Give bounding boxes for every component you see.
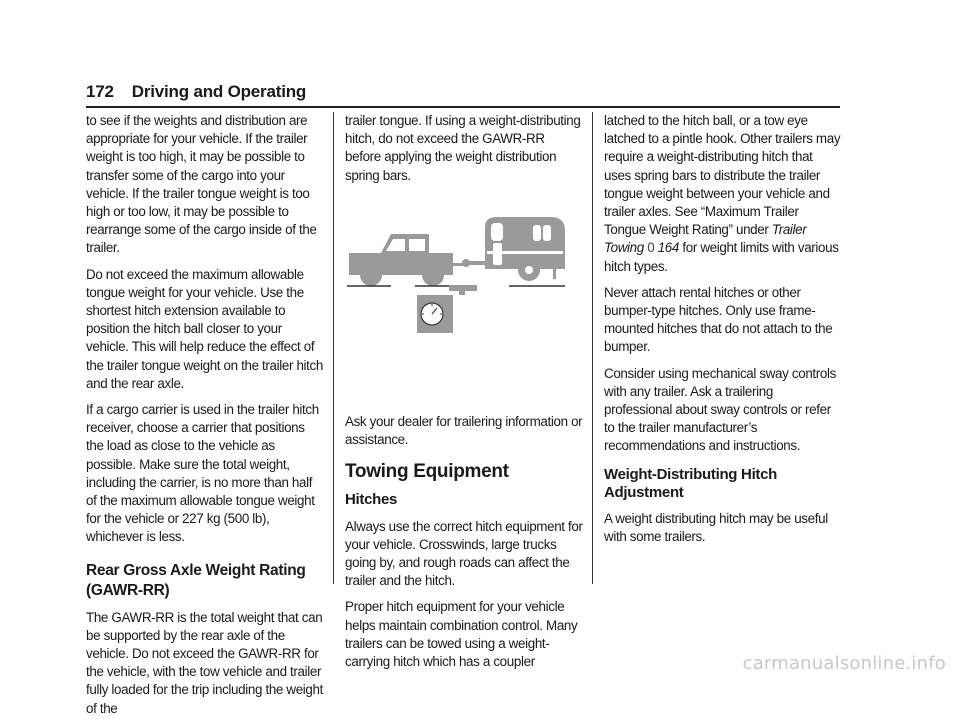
paragraph: The GAWR-RR is the total weight that can be supported by the rear axle of the vehicle. Do not exceed the GAWR-RR for the vehicle, with the tow vehicle and trailer fully loaded for the trip including the weight of the (86, 609, 323, 716)
column-divider-1 (333, 112, 334, 584)
page-reference[interactable]: 164 (657, 240, 679, 256)
paragraph: Consider using mechanical sway controls with any trailer. Ask a trailering professional about sway controls or refer to the trailer manufacturer’s recommendations and instructions. (604, 365, 836, 454)
truck-trailer-scale-illustration (345, 215, 573, 357)
cross-reference-link[interactable]: Trailer Towing (604, 222, 807, 256)
section-heading-towing-equipment: Towing Equipment (345, 461, 509, 483)
subheading-hitches: Hitches (345, 491, 398, 509)
paragraph-text: for weight limits with various hitch types. (604, 240, 839, 274)
section-heading-gawr: Rear Gross Axle Weight Rating (GAWR-RR) (86, 561, 306, 599)
paragraph: Proper hitch equipment for your vehicle helps maintain combination control. Many trailers can be towed using a weight-carrying hitch which has a coupler (345, 599, 578, 670)
paragraph: Do not exceed the maximum allowable tongue weight for your vehicle. Use the shortest hitch extension available to position the hitch ball closer to your vehicle. This will help reduce the effect of the trailer tongue weight on the trailer hitch and the rear axle. (86, 266, 323, 391)
paragraph (604, 112, 842, 276)
paragraph: A weight distributing hitch may be useful with some trailers. (604, 511, 828, 545)
truck-rear-wheel-icon (422, 264, 444, 286)
paragraph: Ask your dealer for trailering information or assistance. (345, 413, 583, 448)
column-divider-2 (592, 112, 593, 584)
watermark: carmanualsonline.info (742, 653, 946, 674)
page-header (86, 82, 840, 108)
paragraph-text: latched to the hitch ball, or a tow eye latched to a pintle hook. Other trailers may require a weight-distributing hitch that uses spring bars to distribute the trailer tongue weight between your vehicle and trailer axles. See “Maximum Trailer Tongue Weight Rating” under (604, 113, 841, 238)
page-reference-arrow-icon: 0 (647, 240, 655, 256)
section-title: Driving and Operating (131, 82, 307, 101)
paragraph: If a cargo carrier is used in the trailer hitch receiver, choose a carrier that positions the load as close to the vehicle as possible. Make sure the total weight, including the carrier, is no more than half of the maximum allowable tongue weight for the vehicle or 227 kg (500 lb), whichever is less. (86, 402, 319, 545)
paragraph: trailer tongue. If using a weight-distributing hitch, do not exceed the GAWR-RR before applying the weight distribution spring bars. (345, 113, 581, 183)
paragraph: Never attach rental hitches or other bumper-type hitches. Only use frame-mounted hitches that do not attach to the bumper. (604, 284, 833, 355)
column-1 (86, 112, 324, 726)
paragraph: Always use the correct hitch equipment for your vehicle. Crosswinds, large trucks going by, and rough roads can affect the trailer and the hitch. (345, 518, 583, 589)
column-3 (604, 112, 842, 554)
page-number: 172 (86, 82, 114, 101)
paragraph: to see if the weights and distribution are appropriate for your vehicle. If the trailer weight is too high, it may be possible to transfer some of the cargo into your vehicle. If the trailer tongue weight is too high or too low, it may be possible to rearrange some of the cargo inside of the trailer. (86, 113, 317, 256)
column-2 (345, 112, 583, 679)
subheading-weight-distributing-hitch: Weight-Distributing Hitch Adjustment (604, 465, 778, 501)
truck-front-wheel-icon (360, 264, 382, 286)
